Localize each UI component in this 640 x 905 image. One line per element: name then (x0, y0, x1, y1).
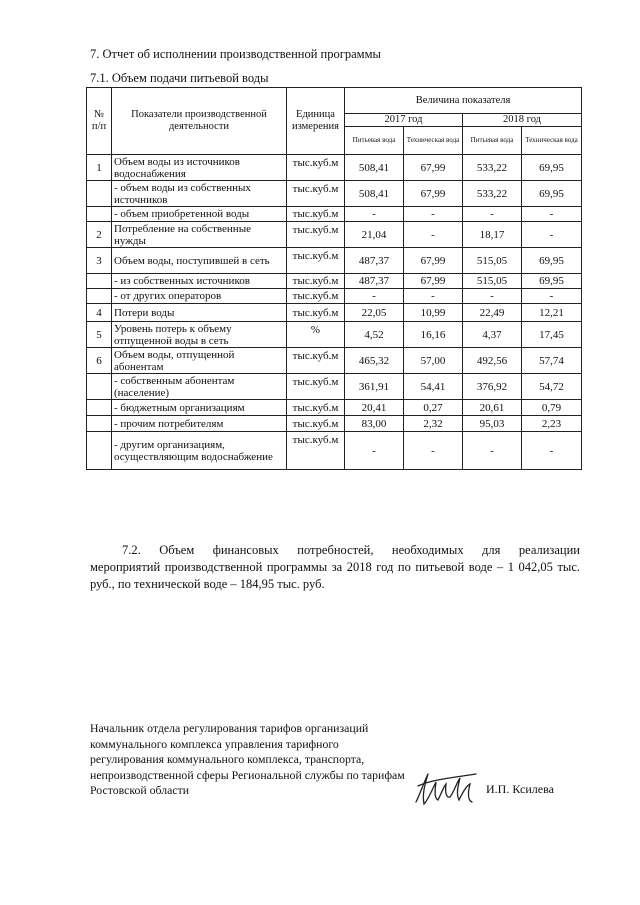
table-body (87, 88, 582, 470)
row-value: 22,05 (345, 304, 404, 322)
row-value: - (522, 222, 582, 248)
signatory-name: И.П. Ксилева (486, 782, 554, 796)
row-number: 5 (87, 322, 112, 348)
row-value: 533,22 (463, 155, 522, 181)
row-value: 20,61 (463, 400, 522, 416)
row-unit: тыс.куб.м (287, 400, 345, 416)
row-value: - (463, 432, 522, 470)
row-value: - (404, 432, 463, 470)
row-value: 0,27 (404, 400, 463, 416)
row-number (87, 207, 112, 222)
row-value: 492,56 (463, 348, 522, 374)
table-row (87, 155, 582, 181)
row-value: - (522, 207, 582, 222)
row-value: 508,41 (345, 155, 404, 181)
row-value: 2,32 (404, 416, 463, 432)
row-indicator: - прочим потребителям (112, 416, 287, 432)
row-indicator: - собственным абонентам (население) (112, 374, 287, 400)
row-value: - (463, 207, 522, 222)
row-value: 4,52 (345, 322, 404, 348)
row-value: - (463, 289, 522, 304)
paragraph-first-line: 7.2. Объем финансовых потребностей, необходимых для реализации (122, 543, 580, 557)
subheader-technical-2017: Техническая вода (404, 127, 463, 155)
row-value: 0,79 (522, 400, 582, 416)
row-value: 57,74 (522, 348, 582, 374)
financial-needs-paragraph (90, 542, 580, 593)
row-number (87, 181, 112, 207)
row-unit: тыс.куб.м (287, 432, 345, 470)
row-value: 95,03 (463, 416, 522, 432)
row-unit: тыс.куб.м (287, 274, 345, 289)
row-indicator: - объем приобретенной воды (112, 207, 287, 222)
header-value: Величина показателя (345, 88, 582, 114)
row-number: 2 (87, 222, 112, 248)
row-unit: тыс.куб.м (287, 416, 345, 432)
table-row (87, 400, 582, 416)
row-value: 4,37 (463, 322, 522, 348)
table-row (87, 181, 582, 207)
row-value: 515,05 (463, 274, 522, 289)
row-value: 54,41 (404, 374, 463, 400)
table-row (87, 248, 582, 274)
row-value: 67,99 (404, 181, 463, 207)
row-number: 4 (87, 304, 112, 322)
row-value: 21,04 (345, 222, 404, 248)
row-value: 67,99 (404, 155, 463, 181)
section-heading: 7. Отчет об исполнении производственной программы (90, 47, 381, 61)
row-indicator: Объем воды, поступившей в сеть (112, 248, 287, 274)
row-number: 1 (87, 155, 112, 181)
subsection-heading: 7.1. Объем подачи питьевой воды (90, 71, 269, 85)
row-value: 22,49 (463, 304, 522, 322)
row-value: 361,91 (345, 374, 404, 400)
row-indicator: - бюджетным организациям (112, 400, 287, 416)
row-unit: тыс.куб.м (287, 181, 345, 207)
row-value: 376,92 (463, 374, 522, 400)
row-number (87, 432, 112, 470)
row-value: 16,16 (404, 322, 463, 348)
row-unit: тыс.куб.м (287, 155, 345, 181)
row-unit: тыс.куб.м (287, 304, 345, 322)
table-row (87, 348, 582, 374)
handwritten-signature (410, 764, 482, 812)
row-value: 508,41 (345, 181, 404, 207)
table-row (87, 374, 582, 400)
row-number (87, 400, 112, 416)
header-year-2018: 2018 год (463, 114, 582, 127)
table-row (87, 222, 582, 248)
row-unit: тыс.куб.м (287, 248, 345, 274)
row-value: - (345, 289, 404, 304)
row-value: 54,72 (522, 374, 582, 400)
header-year-2017: 2017 год (345, 114, 463, 127)
paragraph-rest: мероприятий производственной программы за 2018 год по питьевой воде – 1 042,05 тыс. руб., по технической воде – 184,95 тыс. руб. (90, 560, 580, 591)
row-value: 17,45 (522, 322, 582, 348)
table-row (87, 289, 582, 304)
row-number: 3 (87, 248, 112, 274)
row-value: 83,00 (345, 416, 404, 432)
table-row (87, 304, 582, 322)
row-value: 12,21 (522, 304, 582, 322)
row-number (87, 416, 112, 432)
row-value: 69,95 (522, 274, 582, 289)
row-value: - (404, 222, 463, 248)
row-value: 10,99 (404, 304, 463, 322)
row-number (87, 289, 112, 304)
table-row (87, 432, 582, 470)
row-indicator: Объем воды, отпущенной абонентам (112, 348, 287, 374)
row-value: - (404, 289, 463, 304)
row-unit: тыс.куб.м (287, 289, 345, 304)
row-value: 20,41 (345, 400, 404, 416)
table-row (87, 274, 582, 289)
row-indicator: - объем воды из собственных источников (112, 181, 287, 207)
row-value: - (404, 207, 463, 222)
row-unit: % (287, 322, 345, 348)
row-value: 2,23 (522, 416, 582, 432)
row-value: 18,17 (463, 222, 522, 248)
row-value: - (522, 432, 582, 470)
signatory-title: Начальник отдела регулирования тарифов организаций коммунального комплекса управления тарифного регулирования коммунального комплекса, транспорта, непроизводственной сферы Региональной службы по тарифам Ростовской области (90, 721, 405, 797)
row-value: 67,99 (404, 248, 463, 274)
row-value: 465,32 (345, 348, 404, 374)
water-supply-table (86, 87, 582, 470)
row-indicator: - из собственных источников (112, 274, 287, 289)
row-indicator: Уровень потерь к объему отпущенной воды в сеть (112, 322, 287, 348)
row-value: - (522, 289, 582, 304)
row-value: 57,00 (404, 348, 463, 374)
row-value: - (345, 207, 404, 222)
row-value: 487,37 (345, 274, 404, 289)
header-unit: Единица измерения (287, 88, 345, 155)
row-unit: тыс.куб.м (287, 207, 345, 222)
row-value: - (345, 432, 404, 470)
row-value: 487,37 (345, 248, 404, 274)
table-row (87, 322, 582, 348)
subheader-drinking-2017: Питьевая вода (345, 127, 404, 155)
table-row (87, 207, 582, 222)
header-num: № п/п (87, 88, 112, 155)
row-indicator: Потери воды (112, 304, 287, 322)
row-number (87, 374, 112, 400)
subheader-drinking-2018: Питьевая вода (463, 127, 522, 155)
row-unit: тыс.куб.м (287, 374, 345, 400)
row-indicator: Потребление на собственные нужды (112, 222, 287, 248)
row-value: 69,95 (522, 181, 582, 207)
row-number (87, 274, 112, 289)
row-value: 515,05 (463, 248, 522, 274)
row-indicator: - другим организациям, осуществляющим водоснабжение (112, 432, 287, 470)
row-value: 533,22 (463, 181, 522, 207)
table-row (87, 416, 582, 432)
header-indicator: Показатели производственной деятельности (112, 88, 287, 155)
row-value: 67,99 (404, 274, 463, 289)
row-unit: тыс.куб.м (287, 348, 345, 374)
subheader-technical-2018: Техническая вода (522, 127, 582, 155)
row-value: 69,95 (522, 155, 582, 181)
row-indicator: Объем воды из источников водоснабжения (112, 155, 287, 181)
row-indicator: - от других операторов (112, 289, 287, 304)
row-number: 6 (87, 348, 112, 374)
row-unit: тыс.куб.м (287, 222, 345, 248)
row-value: 69,95 (522, 248, 582, 274)
